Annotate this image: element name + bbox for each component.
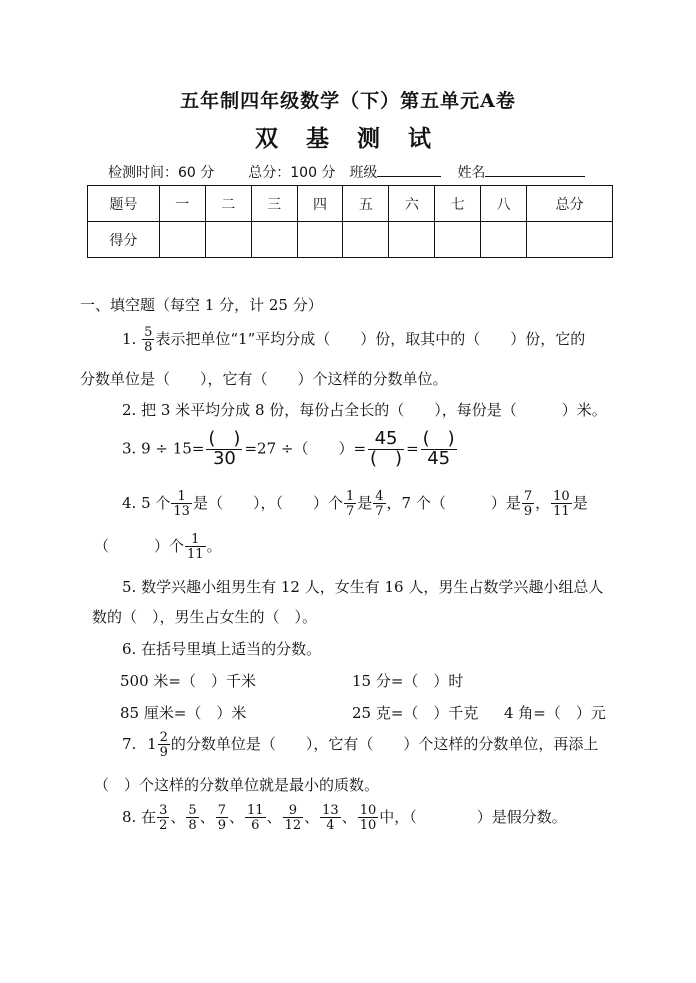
score-cell[interactable] <box>389 222 435 258</box>
score-table <box>87 185 613 258</box>
q1-fraction: $\frac{5}{8}$ <box>144 325 153 355</box>
q8-fraction: $\frac{10}{10}$ <box>359 803 377 833</box>
q8-fraction: $\frac{3}{2}$ <box>159 803 168 833</box>
question-4-line-2 <box>94 533 222 561</box>
score-header-cell: 四 <box>297 186 343 222</box>
q4-text-6: 是 <box>572 494 588 512</box>
score-cell[interactable] <box>527 222 613 258</box>
score-cell[interactable] <box>159 222 205 258</box>
section-heading: 一、填空题（每空 1 分，计 25 分） <box>80 296 323 314</box>
q1-number: 1. <box>122 330 137 348</box>
question-1-line-2: 分数单位是（ ），它有（ ）个这样的分数单位。 <box>80 370 448 388</box>
q4-line2-end: 。 <box>206 537 222 555</box>
q2-text: 把 3 米平均分成 8 份，每份占全长的（ ），每份是（ ）米。 <box>141 401 607 419</box>
score-header-cell: 七 <box>435 186 481 222</box>
class-label: 班级 <box>349 165 378 181</box>
q1-text: 表示把单位“1”平均分成（ ）份，取其中的（ ）份，它的 <box>155 330 586 348</box>
question-3 <box>122 430 459 469</box>
score-cell[interactable] <box>481 222 527 258</box>
q4-text-4: ，7 个（ ）是 <box>386 494 521 512</box>
total-label: 总分：100 分 <box>248 165 336 181</box>
score-cell[interactable] <box>251 222 297 258</box>
question-6-item-d: 25 克=（ ）千克 <box>352 704 479 722</box>
score-cell[interactable] <box>205 222 251 258</box>
score-cell[interactable] <box>343 222 389 258</box>
exam-subtitle: 双 基 测 试 <box>254 125 442 152</box>
q7-number: 7. <box>122 735 137 753</box>
question-6-title: 6. 在括号里填上适当的分数。 <box>122 640 322 658</box>
q3-fraction-1: ( ) 30 <box>208 428 241 469</box>
question-6-item-e: 4 角=（ ）元 <box>504 704 606 722</box>
score-header-cell: 一 <box>159 186 205 222</box>
question-8 <box>122 804 567 832</box>
q8-post: 中，（ ）是假分数。 <box>379 808 567 826</box>
score-header-row <box>88 186 613 222</box>
q3-number: 3. <box>122 439 137 458</box>
q4-fraction-6: $\frac{1}{11}$ <box>187 532 204 562</box>
q4-text-2: 是（ ），（ ）个 <box>192 494 343 512</box>
q8-fraction: $\frac{9}{12}$ <box>284 803 302 833</box>
question-7-line-2: （ ）个这样的分数单位就是最小的质数。 <box>94 776 380 794</box>
class-blank[interactable] <box>377 164 441 177</box>
q8-sep: 、 <box>304 808 320 826</box>
score-cell[interactable] <box>297 222 343 258</box>
q4-text-5: ， <box>535 494 551 512</box>
q3-part-b: =27 ÷（ ）= <box>244 439 367 458</box>
q8-sep: 、 <box>341 808 357 826</box>
q8-fraction: $\frac{11}{6}$ <box>247 803 264 833</box>
q4-text-3: 是 <box>357 494 373 512</box>
question-1-line-1 <box>122 326 585 354</box>
q7-text: 的分数单位是（ ），它有（ ）个这样的分数单位，再添上 <box>170 735 599 753</box>
score-header-cell: 三 <box>251 186 297 222</box>
q7-fraction: $\frac{2}{9}$ <box>159 730 168 760</box>
q8-sep: 、 <box>266 808 282 826</box>
question-5-line-2: 数的（ ），男生占女生的（ ）。 <box>92 608 318 626</box>
q4-number: 4. <box>122 494 137 512</box>
q8-fraction: $\frac{7}{9}$ <box>217 803 226 833</box>
exam-meta <box>108 162 585 182</box>
q4-fraction-5: $\frac{10}{11}$ <box>553 489 570 519</box>
q3-fraction-2: 45 ( ) <box>370 428 403 469</box>
name-blank[interactable] <box>485 164 585 177</box>
q8-fraction: $\frac{5}{8}$ <box>188 803 197 833</box>
score-cell[interactable] <box>435 222 481 258</box>
time-label: 检测时间：60 分 <box>108 165 215 181</box>
q4-fraction-1: $\frac{1}{13}$ <box>173 489 190 519</box>
question-4-line-1 <box>122 490 588 518</box>
q7-whole: 1 <box>147 735 157 753</box>
q4-text-1: 5 个 <box>141 494 171 512</box>
q3-part-c: = <box>406 439 419 458</box>
score-header-cell: 题号 <box>88 186 160 222</box>
score-header-cell: 八 <box>481 186 527 222</box>
q8-number: 8. <box>122 808 137 826</box>
q8-fraction: $\frac{13}{4}$ <box>322 803 339 833</box>
score-header-cell: 五 <box>343 186 389 222</box>
score-row <box>88 222 613 258</box>
score-row-label: 得分 <box>88 222 160 258</box>
q8-sep: 、 <box>199 808 215 826</box>
score-header-cell: 六 <box>389 186 435 222</box>
question-2 <box>122 399 607 420</box>
q3-part-a: 9 ÷ 15= <box>141 439 205 458</box>
score-header-cell: 二 <box>205 186 251 222</box>
exam-title: 五年制四年级数学（下）第五单元A卷 <box>180 90 516 112</box>
q4-fraction-3: $\frac{4}{7}$ <box>375 489 384 519</box>
q8-pre: 在 <box>141 808 157 826</box>
q2-number: 2. <box>122 401 137 419</box>
score-header-cell: 总分 <box>527 186 613 222</box>
question-6-item-c: 85 厘米=（ ）米 <box>120 704 247 722</box>
q4-line2-text: （ ）个 <box>94 537 185 555</box>
question-6-item-a: 500 米=（ ）千米 <box>120 672 256 690</box>
q8-sep: 、 <box>228 808 244 826</box>
question-7-line-1 <box>122 731 598 759</box>
q3-fraction-3: ( ) 45 <box>422 428 455 469</box>
question-5-line-1: 5. 数学兴趣小组男生有 12 人，女生有 16 人，男生占数学兴趣小组总人 <box>122 578 604 596</box>
q4-fraction-2: $\frac{1}{7}$ <box>345 489 355 519</box>
name-label: 姓名 <box>457 165 486 181</box>
q4-fraction-4: $\frac{7}{9}$ <box>523 489 533 519</box>
q8-sep: 、 <box>170 808 186 826</box>
question-6-item-b: 15 分=（ ）时 <box>352 672 464 690</box>
